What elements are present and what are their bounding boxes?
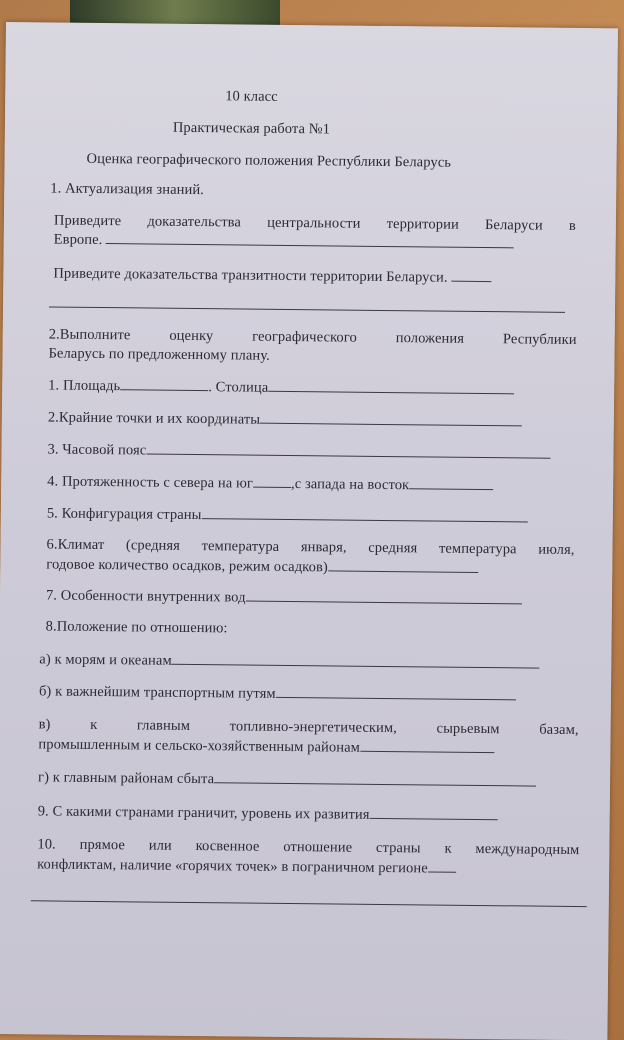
item10-line1: 10. прямое или косвенное отношение страны к международным bbox=[37, 836, 580, 859]
item2-label: 2.Крайние точки и их координаты bbox=[47, 409, 261, 428]
answer-blank[interactable] bbox=[253, 475, 291, 488]
answer-blank[interactable] bbox=[409, 476, 493, 490]
answer-blank[interactable] bbox=[246, 589, 522, 605]
answer-blank[interactable] bbox=[120, 377, 208, 391]
item2 bbox=[48, 408, 523, 431]
answer-line bbox=[31, 888, 587, 912]
answer-blank[interactable] bbox=[172, 652, 540, 669]
section1-q2 bbox=[53, 265, 491, 288]
item6-line1: 6.Климат (средняя температура января, средняя температура июля, bbox=[46, 536, 575, 558]
item1-area-label: 1. Площадь bbox=[48, 377, 121, 395]
item8c-line2 bbox=[38, 735, 494, 758]
item8b-label: б) к важнейшим транспортным путям bbox=[38, 683, 276, 702]
item1-capital-label: . Столица bbox=[208, 379, 269, 396]
item4 bbox=[47, 472, 493, 495]
answer-blank[interactable] bbox=[146, 441, 550, 458]
item8b bbox=[39, 682, 516, 705]
item8c-line1: в) к главным топливно-энергетическим, сырьевым базам, bbox=[38, 716, 579, 739]
section1-q1-line1: Приведите доказательства центральности территории Беларуси в bbox=[53, 212, 576, 234]
answer-blank[interactable] bbox=[328, 558, 478, 573]
item9-label: 9. С какими странами граничит, уровень их развития bbox=[37, 803, 370, 823]
section2-intro-line2: Беларусь по предложенному плану. bbox=[48, 345, 271, 364]
item8d bbox=[38, 768, 536, 791]
worksheet-page bbox=[0, 22, 618, 1040]
item7-label: 7. Особенности внутренних вод bbox=[45, 587, 246, 606]
item8c-line2-text: промышленным и сельско-хозяйственным районам bbox=[38, 736, 361, 756]
answer-blank[interactable] bbox=[260, 411, 522, 427]
answer-blank[interactable] bbox=[276, 685, 516, 701]
section1-q1-line2-text: Европе. bbox=[53, 231, 103, 249]
item8d-label: г) к главным районам сбыта bbox=[38, 769, 215, 788]
item4-ns-label: 4. Протяженность с севера на юг bbox=[47, 473, 254, 492]
item5-label: 5. Конфигурация страны bbox=[46, 505, 202, 524]
answer-blank[interactable] bbox=[214, 770, 536, 786]
item10-line2-text: конфликтам, наличие «горячих точек» в пограничном регионе bbox=[37, 856, 428, 877]
answer-blank[interactable] bbox=[451, 269, 491, 282]
answer-blank[interactable] bbox=[268, 379, 514, 395]
item10-line2 bbox=[37, 855, 456, 877]
grade-label: 10 класс bbox=[225, 88, 278, 105]
item8a-label: а) к морям и океанам bbox=[39, 651, 172, 669]
section2-intro-line1: 2.Выполните оценку географического положения Республики bbox=[48, 326, 577, 348]
section1-q2-text: Приведите доказательства транзитности территории Беларуси. bbox=[53, 265, 448, 286]
item9 bbox=[38, 802, 498, 825]
item1 bbox=[48, 376, 514, 399]
item6-line2-text: годовое количество осадков, режим осадков) bbox=[46, 556, 328, 576]
answer-blank[interactable] bbox=[360, 739, 494, 753]
item5 bbox=[47, 504, 528, 527]
item8-title: 8.Положение по отношению: bbox=[45, 618, 228, 637]
answer-blank[interactable] bbox=[428, 859, 456, 872]
answer-line bbox=[49, 294, 565, 317]
item7 bbox=[46, 586, 522, 609]
item3 bbox=[47, 440, 550, 463]
answer-blank[interactable] bbox=[49, 294, 565, 312]
item3-label: 3. Часовой пояс bbox=[47, 441, 147, 459]
subject-title: Оценка географического положения Республики Беларусь bbox=[86, 150, 452, 171]
item6-line2 bbox=[46, 555, 478, 578]
answer-blank[interactable] bbox=[31, 888, 587, 907]
section1-title: 1. Актуализация знаний. bbox=[50, 180, 205, 199]
work-title: Практическая работа №1 bbox=[172, 119, 331, 138]
answer-blank[interactable] bbox=[201, 506, 527, 522]
item4-we-label: ,с запада на восток bbox=[290, 476, 410, 494]
answer-blank[interactable] bbox=[370, 806, 498, 820]
item8a bbox=[39, 650, 540, 673]
section1-q1-line2 bbox=[54, 231, 515, 254]
